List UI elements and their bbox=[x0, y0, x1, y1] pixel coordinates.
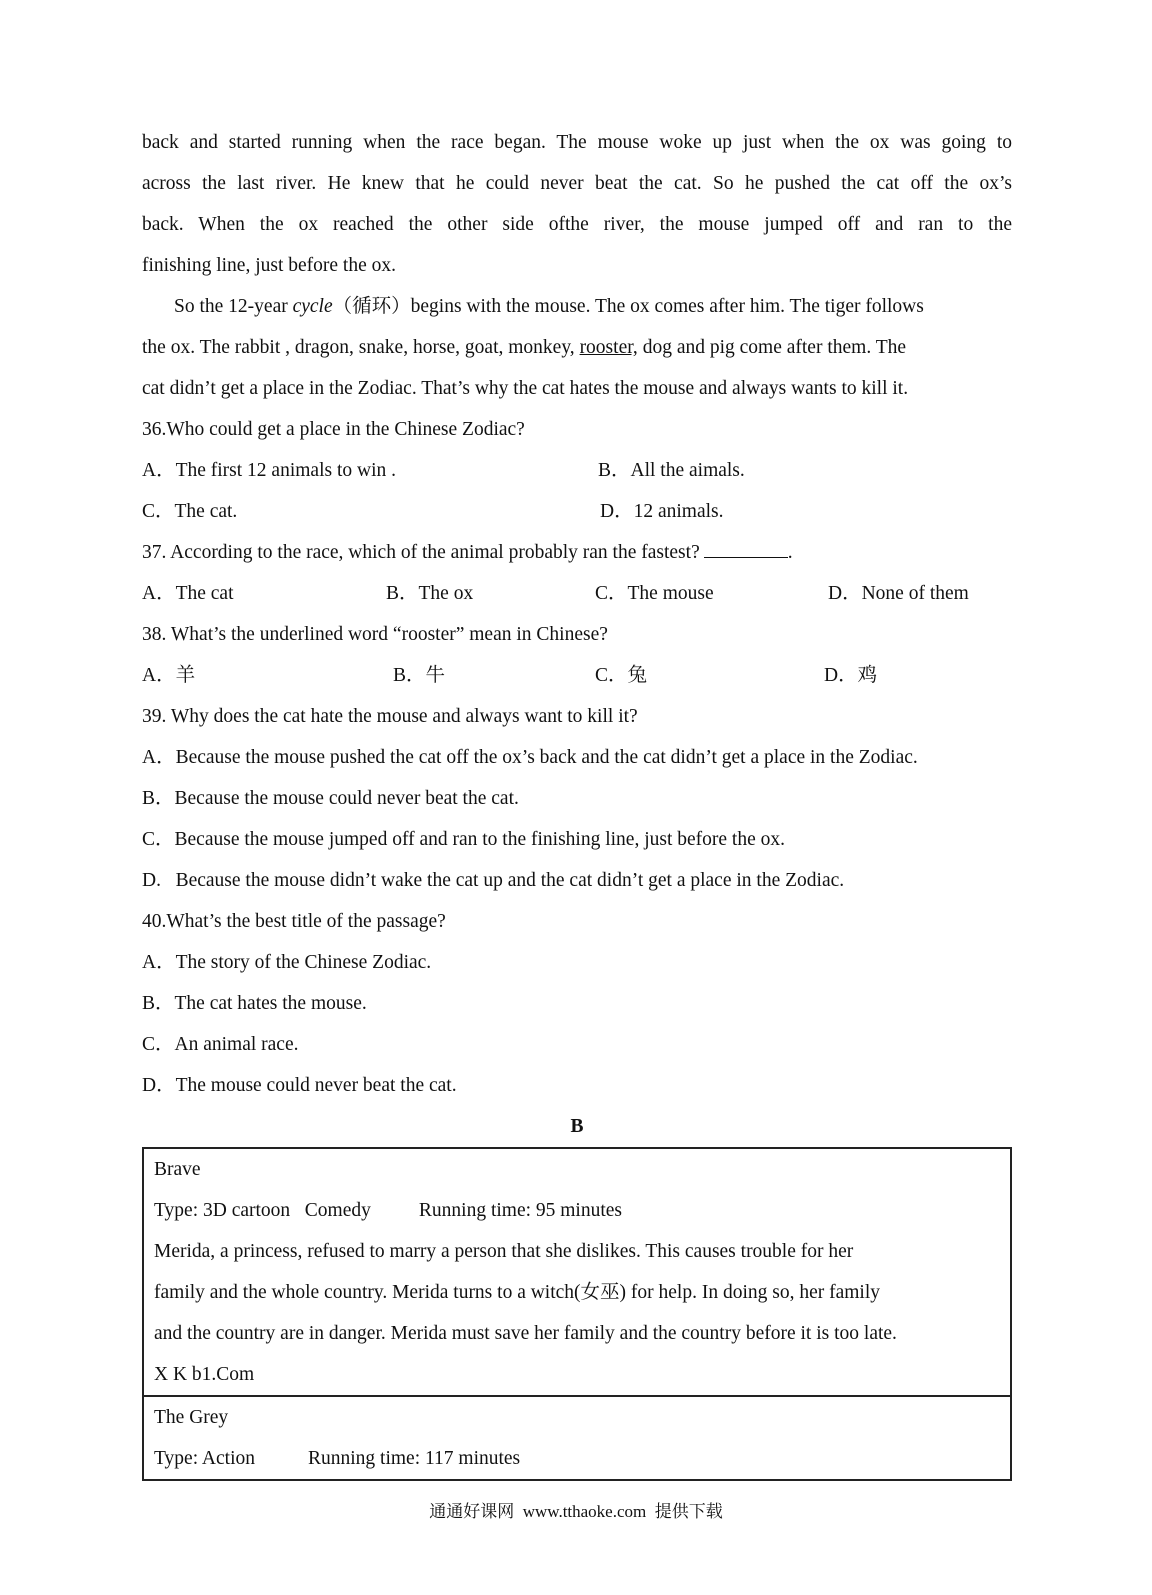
passage-line: cat didn’t get a place in the Zodiac. That’s why the cat hates the mouse and always wants to kill it. bbox=[142, 378, 909, 399]
option-d: D．None of them bbox=[828, 583, 969, 604]
movie-running-time: Running time: 95 minutes bbox=[418, 1200, 623, 1221]
passage-paragraph-1 bbox=[142, 122, 1012, 286]
italic-word: cycle bbox=[292, 296, 333, 317]
option-d: D．12 animals. bbox=[600, 501, 724, 522]
passage-line bbox=[142, 286, 1012, 327]
option-a: A．The first 12 animals to win . bbox=[142, 460, 397, 481]
movie-description-line: and the country are in danger. Merida must save her family and the country before it is too late. bbox=[154, 1323, 897, 1344]
movie-table bbox=[142, 1147, 1012, 1481]
movie-title: Brave bbox=[154, 1159, 201, 1180]
document-page bbox=[142, 122, 1012, 1481]
passage-line: back. When the ox reached the other side ofthe river, the mouse jumped off and ran to the bbox=[142, 214, 1012, 235]
movie-running-time: Running time: 117 minutes bbox=[308, 1448, 521, 1469]
movie-info bbox=[154, 1190, 1000, 1231]
option-d: D. Because the mouse didn’t wake the cat up and the cat didn’t get a place in the Zodiac. bbox=[142, 870, 845, 891]
passage-text: （循环）begins with the mouse. The ox comes after him. The tiger follows bbox=[332, 296, 924, 317]
question-38-options bbox=[142, 655, 1012, 696]
option-b: B．The ox bbox=[386, 583, 474, 604]
option-b: B．Because the mouse could never beat the cat. bbox=[142, 788, 519, 809]
question-text: 37. According to the race, which of the animal probably ran the fastest? bbox=[142, 542, 700, 563]
passage-line: across the last river. He knew that he could never beat the cat. So he pushed the cat off the ox’s bbox=[142, 173, 1012, 194]
underlined-word: rooster, bbox=[579, 337, 638, 358]
question-36-options-row-1 bbox=[142, 450, 1012, 491]
question-39-stem: 39. Why does the cat hate the mouse and always want to kill it? bbox=[142, 706, 638, 727]
passage-text: the ox. The rabbit , dragon, snake, horse, goat, monkey, bbox=[142, 337, 580, 358]
passage-text: dog and pig come after them. The bbox=[637, 337, 907, 358]
movie-type: Type: Action bbox=[154, 1448, 255, 1469]
passage-text: So the 12-year bbox=[174, 296, 293, 317]
question-38-stem: 38. What’s the underlined word “rooster” mean in Chinese? bbox=[142, 624, 608, 645]
page-footer: 通通好课网 www.tthaoke.com 提供下载 bbox=[429, 1502, 723, 1521]
watermark-text: X K b1.Com bbox=[154, 1364, 255, 1385]
option-c: C．Because the mouse jumped off and ran to the finishing line, just before the ox. bbox=[142, 829, 785, 850]
passage-line: back and started running when the race began. The mouse woke up just when the ox was going to bbox=[142, 132, 1012, 153]
option-c: C．兔 bbox=[595, 665, 648, 686]
movie-description-line: family and the whole country. Merida turns to a witch(女巫) for help. In doing so, her family bbox=[154, 1282, 881, 1303]
option-c: C．An animal race. bbox=[142, 1034, 299, 1055]
option-b: B．牛 bbox=[393, 665, 446, 686]
option-a: A．The story of the Chinese Zodiac. bbox=[142, 952, 432, 973]
option-b: B．All the aimals. bbox=[598, 460, 745, 481]
option-d: D．鸡 bbox=[824, 665, 878, 686]
question-40-stem: 40.What’s the best title of the passage? bbox=[142, 911, 446, 932]
option-c: C．The cat. bbox=[142, 501, 238, 522]
question-36-options-row-2 bbox=[142, 491, 1012, 532]
option-a: A．Because the mouse pushed the cat off the ox’s back and the cat didn’t get a place in the Zodiac. bbox=[142, 747, 918, 768]
question-text: . bbox=[787, 542, 793, 563]
movie-type: Type: 3D cartoon Comedy bbox=[154, 1200, 371, 1221]
question-36-stem: 36.Who could get a place in the Chinese Zodiac? bbox=[142, 419, 525, 440]
section-b-heading: B bbox=[570, 1116, 584, 1137]
movie-entry-the-grey bbox=[144, 1397, 1010, 1479]
option-d: D．The mouse could never beat the cat. bbox=[142, 1075, 457, 1096]
movie-info bbox=[154, 1438, 1000, 1479]
option-c: C．The mouse bbox=[595, 583, 714, 604]
option-a: A．The cat bbox=[142, 583, 234, 604]
passage-line: finishing line, just before the ox. bbox=[142, 255, 396, 276]
question-37-options bbox=[142, 573, 1012, 614]
passage-paragraph-2 bbox=[142, 286, 1012, 409]
movie-title: The Grey bbox=[154, 1407, 229, 1428]
answer-blank bbox=[704, 535, 788, 558]
option-b: B．The cat hates the mouse. bbox=[142, 993, 367, 1014]
option-a: A．羊 bbox=[142, 665, 196, 686]
passage-line bbox=[142, 327, 1012, 368]
movie-entry-brave bbox=[144, 1149, 1010, 1397]
question-37-stem bbox=[142, 532, 1012, 573]
movie-description-line: Merida, a princess, refused to marry a person that she dislikes. This causes trouble for her bbox=[154, 1241, 854, 1262]
